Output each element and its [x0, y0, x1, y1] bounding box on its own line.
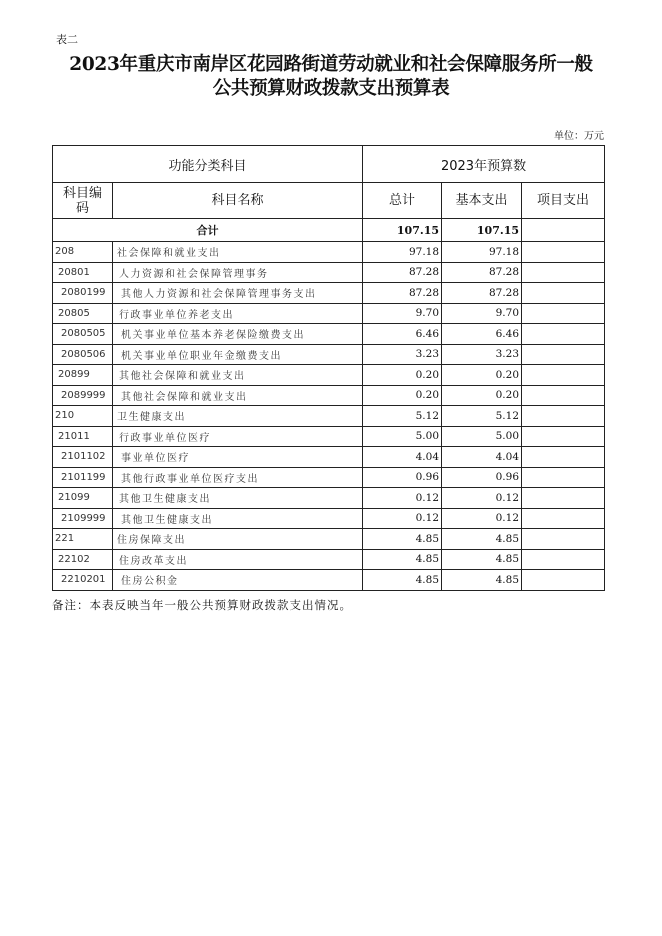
- row-basic: 4.85: [442, 570, 522, 591]
- row-name: 机关事业单位职业年金缴费支出: [113, 344, 363, 365]
- row-basic: 3.23: [442, 344, 522, 365]
- row-total: 5.12: [363, 406, 442, 427]
- row-total: 97.18: [363, 242, 442, 263]
- header-column-row: [53, 183, 605, 219]
- table-row: [53, 529, 605, 550]
- row-code: 2080199: [53, 283, 113, 304]
- row-code: 20899: [53, 365, 113, 386]
- row-name: 机关事业单位基本养老保险缴费支出: [113, 324, 363, 345]
- header-budget-2023: 2023年预算数: [363, 146, 605, 183]
- row-total: 0.20: [363, 365, 442, 386]
- row-project: [522, 570, 605, 591]
- row-total: 87.28: [363, 262, 442, 283]
- header-total: 总计: [363, 183, 442, 219]
- row-total: 6.46: [363, 324, 442, 345]
- row-basic: 87.28: [442, 262, 522, 283]
- row-total: 4.85: [363, 549, 442, 570]
- row-basic: 0.96: [442, 467, 522, 488]
- row-code: 2101199: [53, 467, 113, 488]
- row-basic: 0.12: [442, 508, 522, 529]
- row-total: 4.85: [363, 570, 442, 591]
- row-total: 0.12: [363, 508, 442, 529]
- row-name: 其他卫生健康支出: [113, 508, 363, 529]
- row-basic: 87.28: [442, 283, 522, 304]
- row-total: 4.04: [363, 447, 442, 468]
- row-total: 9.70: [363, 303, 442, 324]
- row-project: [522, 529, 605, 550]
- row-code: 21011: [53, 426, 113, 447]
- row-project: [522, 426, 605, 447]
- row-basic: 5.12: [442, 406, 522, 427]
- row-project: [522, 324, 605, 345]
- row-code: 2089999: [53, 385, 113, 406]
- row-name: 其他人力资源和社会保障管理事务支出: [113, 283, 363, 304]
- row-name: 人力资源和社会保障管理事务: [113, 262, 363, 283]
- table-row: [53, 488, 605, 509]
- table-row: [53, 283, 605, 304]
- row-name: 住房公积金: [113, 570, 363, 591]
- row-total: 4.85: [363, 529, 442, 550]
- header-project: 项目支出: [522, 183, 605, 219]
- page-title: [0, 53, 662, 101]
- row-name: 其他社会保障和就业支出: [113, 365, 363, 386]
- row-total: 0.20: [363, 385, 442, 406]
- header-basic: 基本支出: [442, 183, 522, 219]
- row-project: [522, 447, 605, 468]
- row-name: 行政事业单位养老支出: [113, 303, 363, 324]
- row-project: [522, 283, 605, 304]
- row-total: 5.00: [363, 426, 442, 447]
- title-line-2: 公共预算财政拨款支出预算表: [212, 78, 450, 99]
- total-row: [53, 219, 605, 242]
- table-row: [53, 570, 605, 591]
- row-name: 其他卫生健康支出: [113, 488, 363, 509]
- row-project: [522, 365, 605, 386]
- table-row: [53, 426, 605, 447]
- footnote: 备注：本表反映当年一般公共预算财政拨款支出情况。: [52, 598, 352, 612]
- table-row: [53, 344, 605, 365]
- table-row: [53, 324, 605, 345]
- row-name: 卫生健康支出: [113, 406, 363, 427]
- row-project: [522, 262, 605, 283]
- row-code: 208: [53, 242, 113, 263]
- total-project: [522, 219, 605, 242]
- row-code: 21099: [53, 488, 113, 509]
- table-row: [53, 406, 605, 427]
- row-basic: 6.46: [442, 324, 522, 345]
- total-label: 合计: [53, 219, 363, 242]
- row-project: [522, 303, 605, 324]
- row-name: 事业单位医疗: [113, 447, 363, 468]
- table-row: [53, 365, 605, 386]
- row-code: 20801: [53, 262, 113, 283]
- row-basic: 5.00: [442, 426, 522, 447]
- row-code: 2210201: [53, 570, 113, 591]
- table-row: [53, 262, 605, 283]
- table-row: [53, 385, 605, 406]
- budget-table: [52, 145, 605, 591]
- row-basic: 4.85: [442, 549, 522, 570]
- row-project: [522, 385, 605, 406]
- row-code: 210: [53, 406, 113, 427]
- row-project: [522, 406, 605, 427]
- row-name: 住房改革支出: [113, 549, 363, 570]
- header-name: 科目名称: [113, 183, 363, 219]
- table-row: [53, 303, 605, 324]
- header-code: 科目编码: [53, 183, 113, 219]
- row-basic: 97.18: [442, 242, 522, 263]
- row-total: 87.28: [363, 283, 442, 304]
- row-code: 2080505: [53, 324, 113, 345]
- row-code: 2080506: [53, 344, 113, 365]
- row-total: 0.96: [363, 467, 442, 488]
- table-row: [53, 549, 605, 570]
- row-name: 住房保障支出: [113, 529, 363, 550]
- row-basic: 4.85: [442, 529, 522, 550]
- row-basic: 9.70: [442, 303, 522, 324]
- row-basic: 4.04: [442, 447, 522, 468]
- row-project: [522, 467, 605, 488]
- row-code: 2101102: [53, 447, 113, 468]
- row-project: [522, 488, 605, 509]
- total-basic: 107.15: [442, 219, 522, 242]
- row-project: [522, 242, 605, 263]
- row-code: 221: [53, 529, 113, 550]
- row-project: [522, 549, 605, 570]
- table-row: [53, 242, 605, 263]
- unit-label: 单位：万元: [554, 131, 604, 142]
- row-total: 0.12: [363, 488, 442, 509]
- table-row: [53, 467, 605, 488]
- row-code: 20805: [53, 303, 113, 324]
- row-project: [522, 508, 605, 529]
- table-number-label: 表二: [56, 33, 78, 46]
- table-row: [53, 508, 605, 529]
- row-name: 行政事业单位医疗: [113, 426, 363, 447]
- row-name: 社会保障和就业支出: [113, 242, 363, 263]
- row-name: 其他社会保障和就业支出: [113, 385, 363, 406]
- row-name: 其他行政事业单位医疗支出: [113, 467, 363, 488]
- row-basic: 0.12: [442, 488, 522, 509]
- table-row: [53, 447, 605, 468]
- row-code: 2109999: [53, 508, 113, 529]
- row-code: 22102: [53, 549, 113, 570]
- title-line-1: 2023年重庆市南岸区花园路街道劳动就业和社会保障服务所一般: [69, 54, 593, 75]
- total-amount: 107.15: [363, 219, 442, 242]
- row-basic: 0.20: [442, 365, 522, 386]
- row-total: 3.23: [363, 344, 442, 365]
- row-basic: 0.20: [442, 385, 522, 406]
- row-project: [522, 344, 605, 365]
- header-functional-category: 功能分类科目: [53, 146, 363, 183]
- header-group-row: [53, 146, 605, 183]
